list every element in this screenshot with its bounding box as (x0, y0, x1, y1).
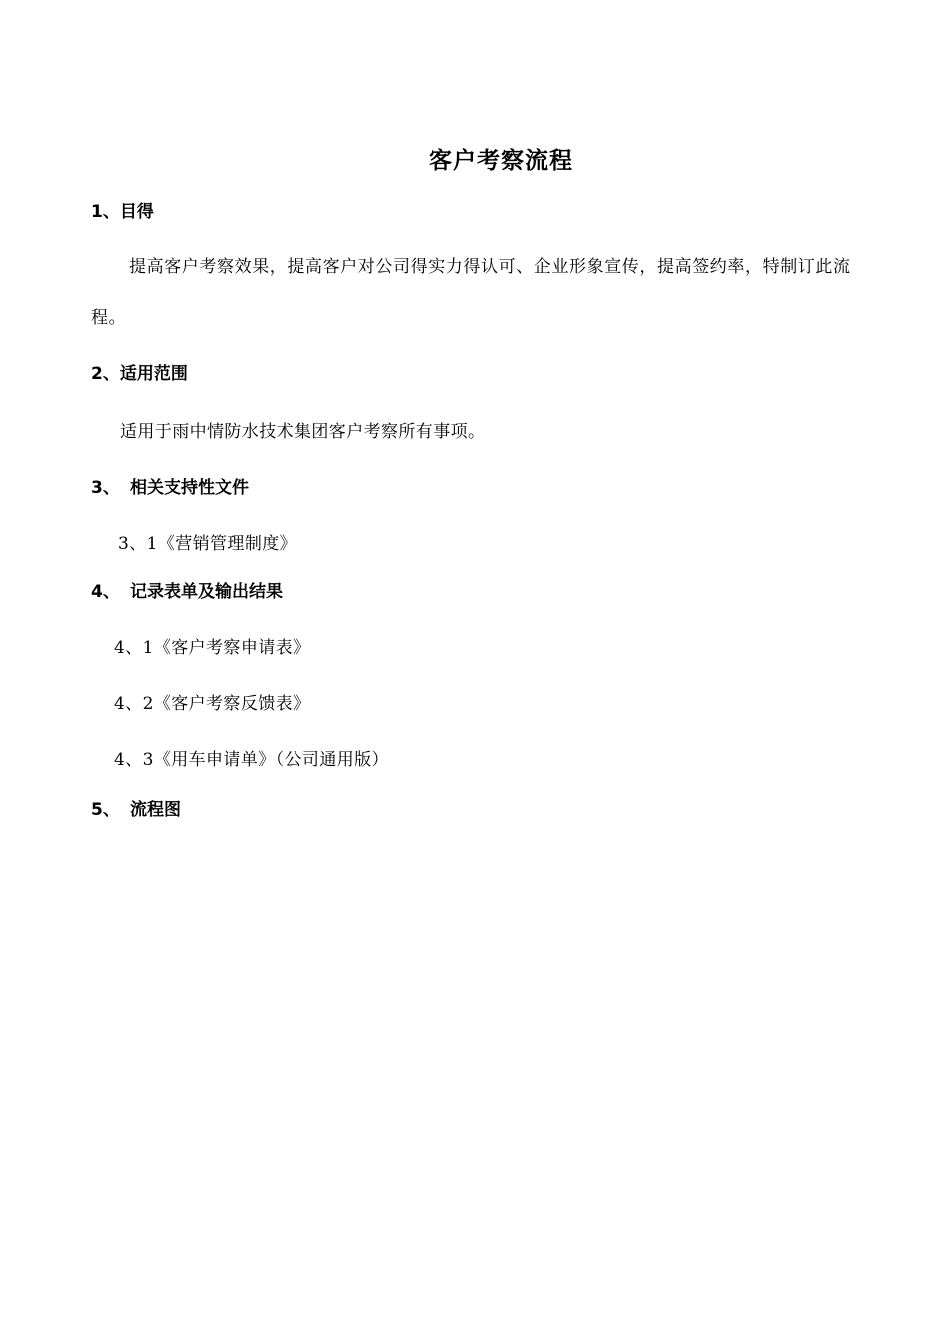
section-4-title: 记录表单及输出结果 (130, 582, 283, 602)
section-1-heading (91, 200, 154, 224)
document-title: 客户考察流程 (429, 148, 573, 174)
section-1-title: 目得 (119, 202, 154, 222)
section-2-body: 适用于雨中情防水技术集团客户考察所有事项。 (120, 422, 486, 442)
section-1-number: 1、 (91, 202, 120, 222)
section-3-title: 相关支持性文件 (130, 478, 249, 498)
section-4-item-1: 4、1《客户考察申请表》 (114, 638, 311, 658)
section-2-heading (91, 362, 188, 386)
section-3-heading (91, 476, 249, 500)
section-2-title: 适用范围 (119, 364, 188, 384)
section-4-item-3: 4、3《用车申请单》（公司通用版） (114, 750, 389, 770)
section-3-item-1: 3、1《营销管理制度》 (118, 534, 298, 554)
section-2-number: 2、 (91, 364, 120, 384)
section-3-number: 3、 (91, 478, 120, 498)
section-1-body: 提高客户考察效果，提高客户对公司得实力得认可、企业形象宣传，提高签约率，特制订此流程。 (91, 257, 851, 328)
section-4-heading (91, 580, 283, 604)
section-4-number: 4、 (91, 582, 120, 602)
section-4-item-2: 4、2《客户考察反馈表》 (114, 694, 311, 714)
section-5-title: 流程图 (130, 800, 181, 820)
section-5-number: 5、 (91, 800, 120, 820)
section-5-heading (91, 798, 181, 822)
